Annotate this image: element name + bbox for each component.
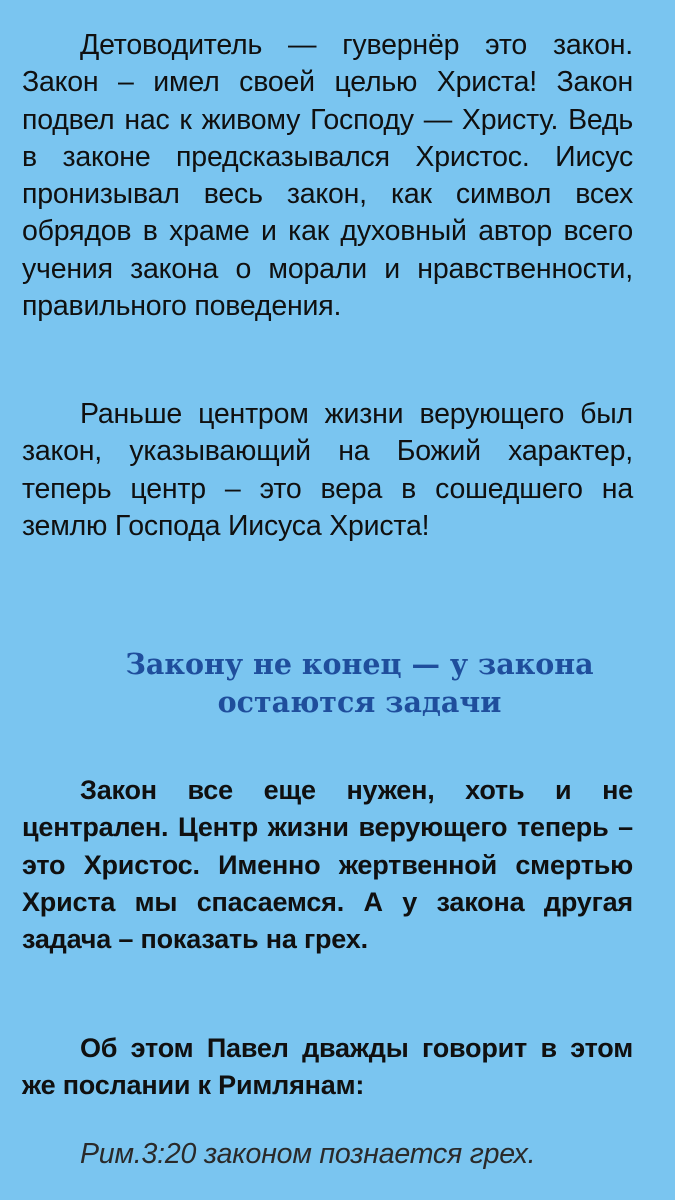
bold-paragraph-1: Закон все еще нужен, хоть и не централен. Центр жизни верующего теперь – это Христос. Именно жертвенной смертью Христа мы спасаемся. А у закона другая задача – показать на грех. [22,775,633,955]
bold-paragraph-2: Об этом Павел дважды говорит в этом же послании к Римлянам: [22,1033,633,1101]
article-paragraph-2: Раньше центром жизни верующего был закон, указывающий на Божий характер, теперь центр – это вера в сошедшего на землю Господа Иисуса Христа! [22,398,633,542]
section-heading: Закону не конец — у закона остаются задачи [125,647,594,719]
article-paragraph-1: Детоводитель — гувернёр это закон. Закон – имел своей целью Христа! Закон подвел нас к живому Господу — Христу. Ведь в законе предсказывался Христос. Иисус пронизывал весь закон, как символ всех обрядов в храме и как духовный автор всего учения закона о морали и нравственности, правильного поведения. [22,29,633,323]
scripture-quote: Рим.3:20 законом познается грех. [80,1138,536,1170]
